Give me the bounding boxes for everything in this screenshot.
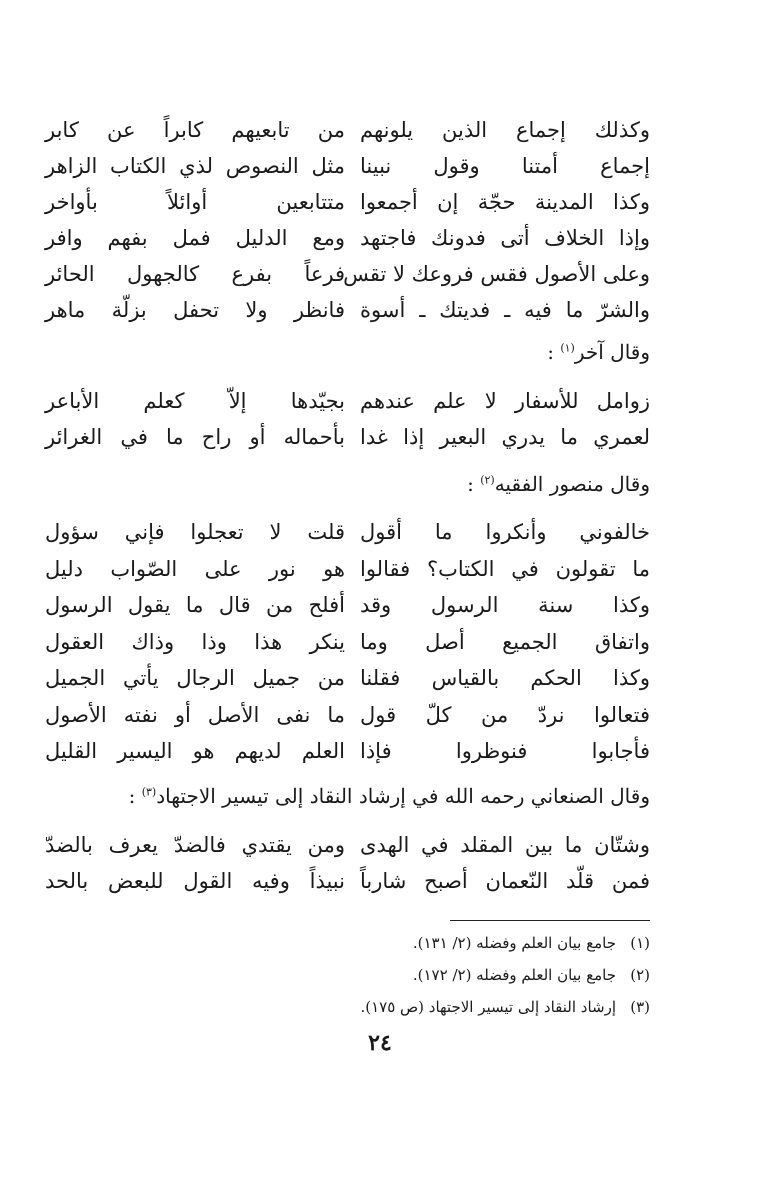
footnote-ref-1: (١)	[560, 341, 575, 355]
page-number: ٢٤	[368, 1030, 392, 1056]
second-hemistich: من جميل الرجال يأتي الجميل	[45, 666, 345, 690]
first-hemistich: إجماع أمتنا وقول نبينا	[360, 154, 650, 178]
second-hemistich: بجيّدها إلاّ كعلم الأباعر	[45, 389, 345, 413]
second-hemistich: ينكر هذا وذا وذاك العقول	[45, 629, 345, 654]
second-hemistich: قلت لا تعجلوا فإني سؤول	[45, 520, 345, 544]
second-hemistich: ما نفى الأصل أو نفته الأصول	[45, 702, 345, 727]
footnote-3: (٣)إرشاد النقاد إلى تيسير الاجتهاد (ص ١٧٥).	[360, 998, 650, 1016]
first-hemistich: والشرّ ما فيه ـ فديتك ـ أسوة	[360, 298, 650, 322]
footnote-ref-3: (٣)	[141, 785, 157, 799]
second-hemistich: مثل النصوص لذي الكتاب الزاهر	[45, 154, 345, 178]
first-hemistich: لعمري ما يدري البعير إذا غدا	[360, 425, 650, 449]
verse	[0, 828, 760, 864]
first-hemistich: وإذا الخلاف أتى فدونك فاجتهد	[360, 226, 650, 250]
second-hemistich: هو نور على الصّواب دليل	[45, 556, 345, 581]
footnote-1: (١)جامع بيان العلم وفضله (٢/ ١٣١).	[412, 934, 650, 952]
first-hemistich: واتفاق الجميع أصل وما	[360, 629, 650, 654]
poem-section-3	[0, 515, 760, 771]
first-hemistich: وكذا المدينة حجّة إن أجمعوا	[360, 190, 650, 214]
footnote-ref-2: (٢)	[480, 473, 495, 487]
verse	[0, 588, 760, 625]
second-hemistich: من تابعيهم كابراً عن كابر	[45, 118, 345, 142]
second-hemistich: نبيذاً وفيه القول للبعض بالحد	[45, 869, 345, 893]
second-hemistich: فرعاً بفرع كالجهول الحائر	[45, 262, 345, 286]
first-hemistich: وعلى الأصول فقس فروعك لا تقس	[343, 262, 650, 286]
verse-intro-2: وقال آخر$^{(١)}$ :	[547, 340, 650, 364]
first-hemistich: خالفوني وأنكروا ما أقول	[360, 520, 650, 544]
verse	[0, 113, 760, 149]
first-hemistich: فتعالوا نردّ من كلّ قول	[360, 702, 650, 727]
second-hemistich: بأحماله أو راح ما في الغرائر	[45, 425, 345, 449]
second-hemistich: العلم لديهم هو اليسير القليل	[45, 739, 345, 763]
first-hemistich: ما تقولون في الكتاب؟ فقالوا	[360, 556, 650, 581]
second-hemistich: متتابعين أوائلاً بأواخر	[45, 190, 345, 214]
second-hemistich: ومن يقتدي فالضدّ يعرف بالضدّ	[45, 833, 345, 857]
poem-section-4	[0, 828, 760, 900]
first-hemistich: وكذلك إجماع الذين يلونهم	[360, 118, 650, 142]
verse	[0, 698, 760, 735]
verse	[0, 149, 760, 185]
verse	[0, 515, 760, 552]
verse-intro-4: وقال الصنعاني رحمه الله في إرشاد النقاد إلى تيسير الاجتهاد$^{(٣)}$ :	[128, 784, 650, 808]
first-hemistich: وكذا سنة الرسول وقد	[360, 593, 650, 617]
poem-section-1	[0, 113, 760, 329]
verse	[0, 257, 760, 293]
verse-intro-3: وقال منصور الفقيه$^{(٢)}$ :	[467, 472, 650, 496]
second-hemistich: أفلح من قال ما يقول الرسول	[45, 593, 345, 617]
verse	[0, 552, 760, 589]
verse	[0, 221, 760, 257]
verse	[0, 734, 760, 771]
verse	[0, 864, 760, 900]
poem-section-2	[0, 384, 760, 456]
verse	[0, 293, 760, 329]
footnote-2: (٢)جامع بيان العلم وفضله (٢/ ١٧٢).	[412, 966, 650, 984]
first-hemistich: وكذا الحكم بالقياس فقلنا	[360, 666, 650, 690]
first-hemistich: فأجابوا فنوظروا فإذا	[360, 739, 650, 763]
second-hemistich: فانظر ولا تحفل بزلّة ماهر	[45, 298, 345, 322]
verse	[0, 661, 760, 698]
second-hemistich: ومع الدليل فمل بفهم وافر	[45, 226, 345, 250]
first-hemistich: فمن قلّد النّعمان أصبح شارباً	[360, 869, 650, 893]
verse	[0, 420, 760, 456]
verse	[0, 625, 760, 662]
verse	[0, 185, 760, 221]
first-hemistich: وشتّان ما بين المقلد في الهدى	[360, 833, 650, 857]
first-hemistich: زوامل للأسفار لا علم عندهم	[360, 389, 650, 413]
verse	[0, 384, 760, 420]
footnote-divider	[450, 920, 650, 921]
